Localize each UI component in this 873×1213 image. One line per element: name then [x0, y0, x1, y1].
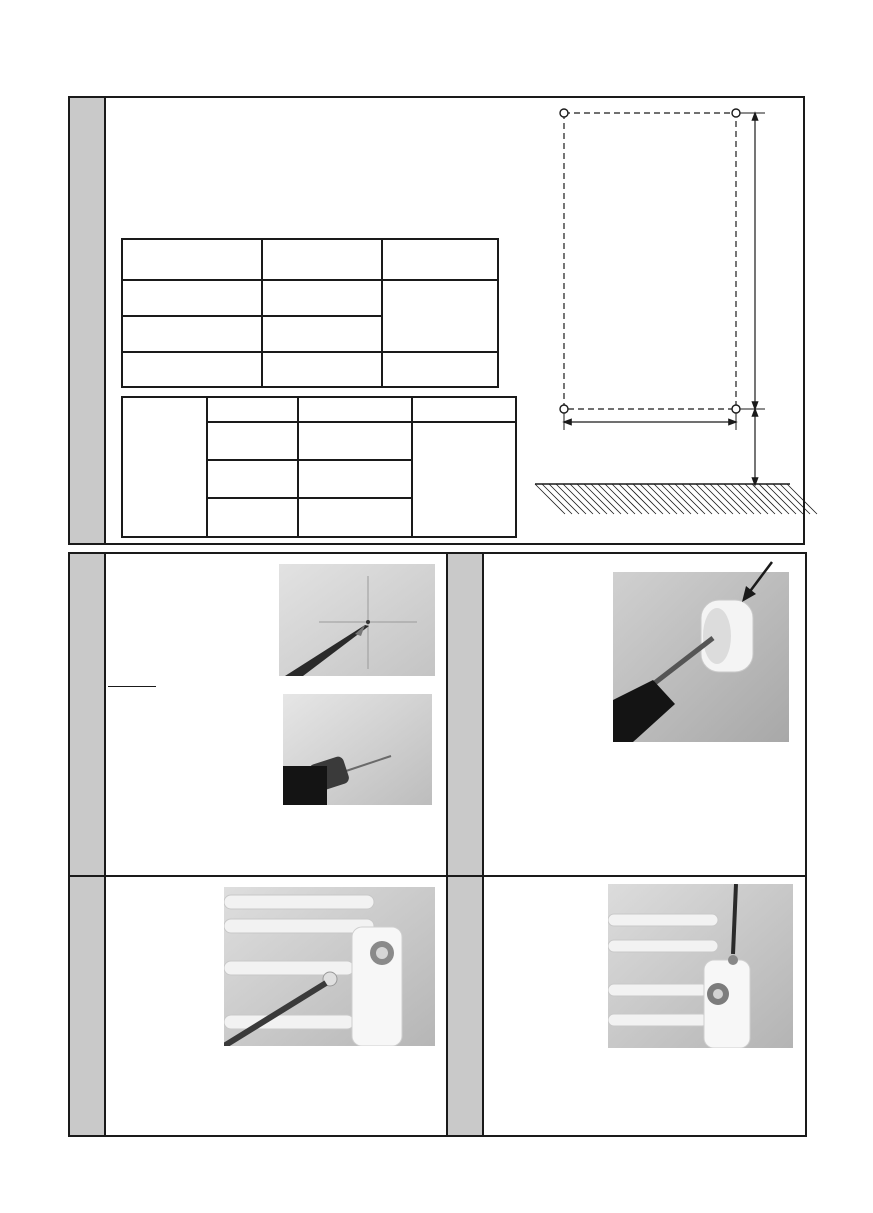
- main-section: [68, 96, 805, 545]
- table1-cell: [262, 316, 382, 352]
- table2-cell: [298, 498, 412, 537]
- table2-cell: [207, 498, 298, 537]
- table2-cell: [207, 460, 298, 498]
- bracket-screw-photo: [224, 887, 435, 1046]
- wall-plug-insertion-photo: [613, 572, 789, 742]
- table1-cell: [262, 239, 382, 280]
- table1-cell: [382, 280, 498, 352]
- table2-cell: [298, 422, 412, 460]
- table1-cell: [262, 352, 382, 387]
- marking-cross-photo: [279, 564, 435, 676]
- top-bracket-screw-photo: [608, 884, 793, 1048]
- table2-cell: [207, 397, 298, 422]
- step-strip: [70, 877, 106, 1135]
- table1-cell: [122, 316, 262, 352]
- table1-cell: [122, 352, 262, 387]
- step-strip: [70, 554, 106, 875]
- underlined-note: [108, 686, 156, 687]
- table2-cell: [412, 397, 516, 422]
- table1-cell: [122, 280, 262, 316]
- table2-cell: [298, 397, 412, 422]
- table2-cell: [207, 422, 298, 460]
- table1-cell: [122, 239, 262, 280]
- table2-cell: [122, 397, 207, 537]
- table1-cell: [382, 239, 498, 280]
- step-strip: [448, 554, 484, 875]
- table1-cell: [382, 352, 498, 387]
- dimension-table-1: [121, 238, 499, 388]
- table2-cell: [298, 460, 412, 498]
- dimension-table-2: [121, 396, 517, 538]
- table1-cell: [262, 280, 382, 316]
- step-strip: [448, 877, 484, 1135]
- drilling-photo: [283, 694, 432, 805]
- section-strip: [70, 98, 106, 543]
- table2-cell: [412, 422, 516, 537]
